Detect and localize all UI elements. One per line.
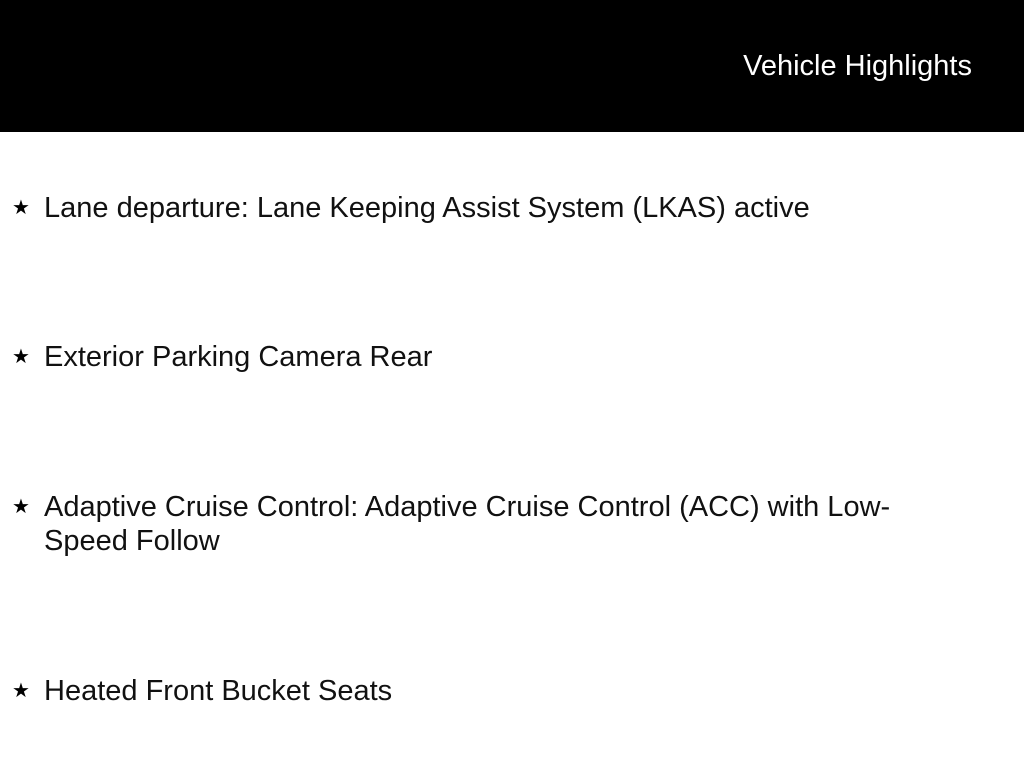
list-item: [12, 340, 962, 374]
star-icon: ★: [12, 496, 30, 518]
star-icon: ★: [12, 680, 30, 702]
star-icon: ★: [12, 346, 30, 368]
highlight-text: Heated Front Bucket Seats: [44, 675, 393, 707]
highlight-text: Lane departure: Lane Keeping Assist System (LKAS) active: [44, 192, 810, 224]
list-item: [12, 674, 962, 708]
highlight-text: Adaptive Cruise Control: Adaptive Cruise Control (ACC) with Low-Speed Follow: [44, 491, 891, 557]
list-item: [12, 191, 962, 225]
page-title: Vehicle Highlights: [743, 50, 972, 82]
star-icon: ★: [12, 197, 30, 219]
highlight-text: Exterior Parking Camera Rear: [44, 341, 433, 373]
list-item: [12, 490, 962, 558]
